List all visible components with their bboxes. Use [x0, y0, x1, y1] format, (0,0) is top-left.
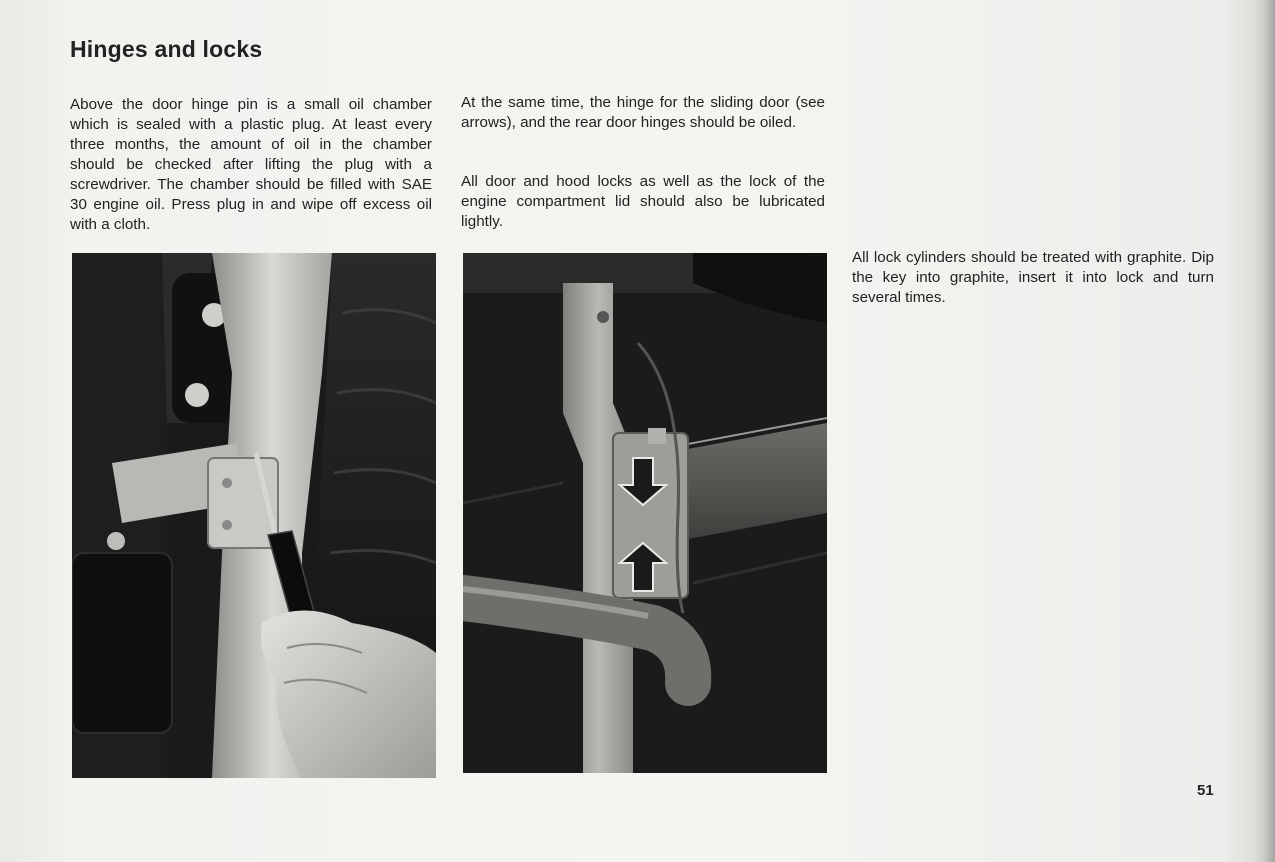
page-number: 51	[1197, 782, 1214, 799]
paragraph-door-locks: All door and hood locks as well as the lock of the engine compartment lid should also be lubricated lightly.	[461, 173, 825, 230]
photo-door-hinge-screwdriver	[72, 253, 436, 778]
page-spine-shadow	[1253, 0, 1275, 862]
page-title: Hinges and locks	[70, 36, 263, 62]
paragraph-oil-chamber: Above the door hinge pin is a small oil chamber which is sealed with a plastic plug. At least every three months, the amount of oil in the chamber should be checked after lifting the plug with a screwdriver. The chamber should be filled with SAE 30 engine oil. Press plug in and wipe off excess oil with a cloth.	[70, 96, 432, 233]
paragraph-lock-cylinders: All lock cylinders should be treated with graphite. Dip the key into graphite, insert it into lock and turn several times.	[852, 249, 1214, 306]
paragraph-sliding-door: At the same time, the hinge for the sliding door (see arrows), and the rear door hinges should be oiled.	[461, 94, 825, 131]
photo-sliding-door-hinge	[463, 253, 827, 773]
